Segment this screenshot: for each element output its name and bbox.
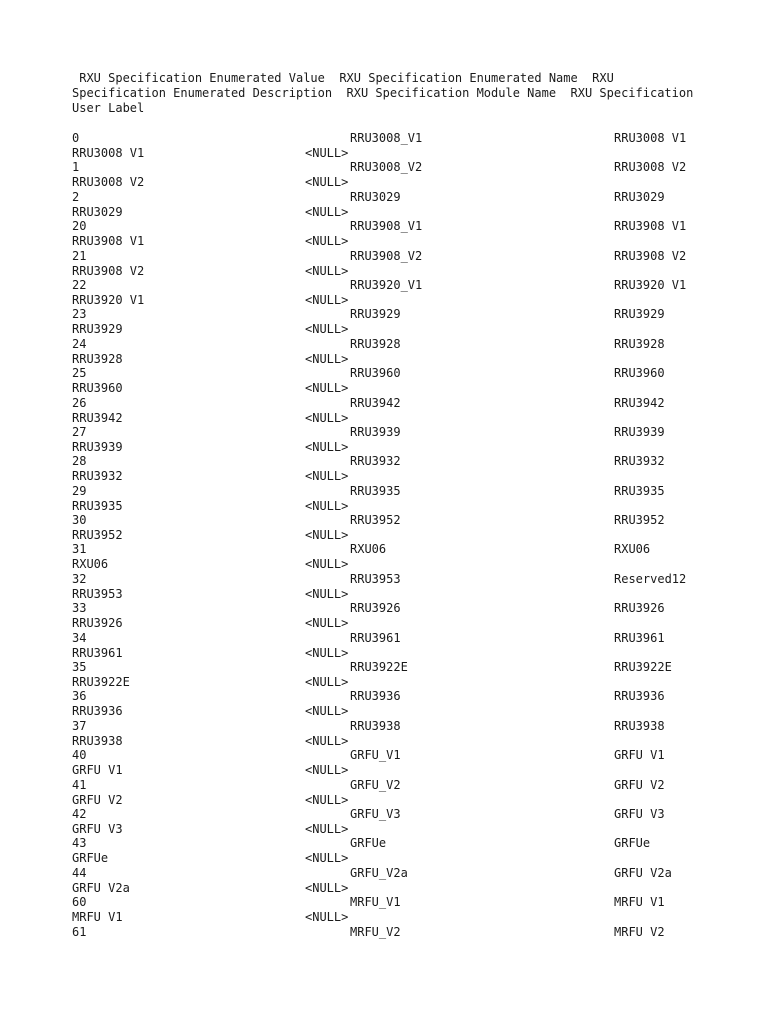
module-name: RRU3029 [72,204,123,219]
user-label: <NULL> [305,351,349,366]
enumerated-name: RXU06 [350,542,387,557]
module-name: RRU3936 [72,704,123,719]
user-label: <NULL> [305,880,349,895]
enumerated-name: GRFU_V2a [350,865,408,880]
enumerated-value: 21 [72,248,87,263]
module-name: RRU3928 [72,351,123,366]
enumerated-description: RRU3926 [614,601,665,616]
enumerated-name: RRU3922E [350,660,408,675]
record-row [0,572,768,601]
enumerated-description: RRU3929 [614,307,665,322]
user-label: <NULL> [305,704,349,719]
enumerated-description: Reserved12 [614,571,687,586]
enumerated-description: GRFUe [614,836,651,851]
enumerated-value: 61 [72,924,87,939]
module-name: RRU3942 [72,410,123,425]
module-name: RRU3926 [72,616,123,631]
enumerated-name: GRFU_V1 [350,748,401,763]
enumerated-value: 33 [72,601,87,616]
user-label: <NULL> [305,263,349,278]
user-label: <NULL> [305,469,349,484]
record-row [0,601,768,630]
record-row [0,925,768,954]
enumerated-name: RRU3942 [350,395,401,410]
enumerated-name: RRU3008_V1 [350,131,423,145]
module-name: RXU06 [72,557,109,572]
enumerated-name: GRFU_V2 [350,777,401,792]
enumerated-value: 34 [72,630,87,645]
enumerated-value: 37 [72,718,87,733]
enumerated-value: 1 [72,160,80,175]
enumerated-name: RRU3929 [350,307,401,322]
enumerated-value: 42 [72,806,87,821]
module-name: GRFUe [72,851,109,866]
enumerated-description: MRFU V1 [614,895,665,910]
enumerated-description: RRU3920 V1 [614,277,687,292]
enumerated-name: RRU3952 [350,513,401,528]
user-label: <NULL> [305,910,349,925]
module-name: RRU3008 V2 [72,175,145,190]
user-label: <NULL> [305,733,349,748]
enumerated-value: 32 [72,571,87,586]
record-row [0,190,768,219]
enumerated-value: 44 [72,865,87,880]
enumerated-value: 60 [72,895,87,910]
module-name: RRU3929 [72,322,123,337]
record-row [0,895,768,924]
enumerated-description: RRU3952 [614,513,665,528]
enumerated-name: RRU3908_V1 [350,219,423,234]
enumerated-value: 29 [72,483,87,498]
record-row [0,719,768,748]
user-label: <NULL> [305,763,349,778]
record-row [0,219,768,248]
record-row [0,249,768,278]
record-row [0,484,768,513]
module-name: MRFU V1 [72,910,123,925]
enumerated-description: RRU3960 [614,366,665,381]
record-row [0,542,768,571]
record-row [0,631,768,660]
user-label: <NULL> [305,381,349,396]
enumerated-name: RRU3928 [350,336,401,351]
enumerated-description: MRFU V2 [614,924,665,939]
module-name: GRFU V3 [72,821,123,836]
record-row [0,454,768,483]
enumerated-description: GRFU V3 [614,806,665,821]
user-label: <NULL> [305,204,349,219]
enumerated-value: 23 [72,307,87,322]
module-name: RRU3908 V1 [72,234,145,249]
module-name: RRU3935 [72,498,123,513]
enumerated-name: GRFUe [350,836,387,851]
enumerated-value: 43 [72,836,87,851]
user-label: <NULL> [305,234,349,249]
module-name: RRU3932 [72,469,123,484]
user-label: <NULL> [305,528,349,543]
enumerated-description: RRU3029 [614,189,665,204]
enumerated-name: RRU3008_V2 [350,160,423,175]
user-label: <NULL> [305,557,349,572]
enumerated-name: RRU3961 [350,630,401,645]
enumerated-description: RRU3961 [614,630,665,645]
enumerated-description: GRFU V2a [614,865,672,880]
user-label: <NULL> [305,410,349,425]
enumerated-description: RXU06 [614,542,651,557]
enumerated-name: RRU3953 [350,571,401,586]
record-row [0,307,768,336]
user-label: <NULL> [305,616,349,631]
user-label: <NULL> [305,586,349,601]
user-label: <NULL> [305,792,349,807]
user-label: <NULL> [305,851,349,866]
enumerated-value: 41 [72,777,87,792]
enumerated-name: RRU3938 [350,718,401,733]
module-name: RRU3922E [72,675,130,690]
enumerated-value: 24 [72,336,87,351]
column-header-text: RXU Specification Enumerated Value RXU Specification Enumerated Name RXU Specification Enumerated Description RXU Specification Module Name RXU Specification User Label [72,71,701,115]
enumerated-description: RRU3942 [614,395,665,410]
record-row [0,836,768,865]
user-label: <NULL> [305,322,349,337]
enumerated-description: GRFU V2 [614,777,665,792]
enumerated-value: 27 [72,424,87,439]
module-name: RRU3920 V1 [72,292,145,307]
enumerated-value: 22 [72,277,87,292]
enumerated-description: RRU3922E [614,660,672,675]
user-label: <NULL> [305,439,349,454]
record-row [0,425,768,454]
enumerated-name: RRU3960 [350,366,401,381]
record-list [0,131,768,954]
enumerated-name: RRU3932 [350,454,401,469]
enumerated-value: 0 [72,131,80,145]
enumerated-value: 30 [72,513,87,528]
record-row [0,778,768,807]
enumerated-name: MRFU_V1 [350,895,401,910]
enumerated-description: RRU3938 [614,718,665,733]
record-row [0,278,768,307]
enumerated-value: 28 [72,454,87,469]
enumerated-value: 25 [72,366,87,381]
module-name: RRU3960 [72,381,123,396]
user-label: <NULL> [305,292,349,307]
record-row [0,866,768,895]
user-label: <NULL> [305,146,349,160]
enumerated-name: RRU3908_V2 [350,248,423,263]
enumerated-name: RRU3926 [350,601,401,616]
enumerated-name: RRU3935 [350,483,401,498]
module-name: GRFU V2 [72,792,123,807]
enumerated-description: RRU3908 V1 [614,219,687,234]
module-name: RRU3953 [72,586,123,601]
record-row [0,748,768,777]
enumerated-value: 31 [72,542,87,557]
record-row [0,131,768,160]
module-name: RRU3961 [72,645,123,660]
module-name: RRU3938 [72,733,123,748]
enumerated-name: RRU3939 [350,424,401,439]
module-name: RRU3908 V2 [72,263,145,278]
enumerated-name: RRU3936 [350,689,401,704]
enumerated-name: RRU3920_V1 [350,277,423,292]
enumerated-description: RRU3008 V2 [614,160,687,175]
user-label: <NULL> [305,821,349,836]
module-name: RRU3008 V1 [72,146,145,160]
user-label: <NULL> [305,645,349,660]
record-row [0,807,768,836]
module-name: RRU3952 [72,528,123,543]
record-row [0,689,768,718]
enumerated-value: 20 [72,219,87,234]
record-row [0,160,768,189]
enumerated-name: MRFU_V2 [350,924,401,939]
enumerated-description: RRU3932 [614,454,665,469]
module-name: GRFU V2a [72,880,130,895]
record-row [0,396,768,425]
enumerated-name: RRU3029 [350,189,401,204]
enumerated-description: RRU3936 [614,689,665,704]
user-label: <NULL> [305,175,349,190]
module-name: RRU3939 [72,439,123,454]
enumerated-description: RRU3935 [614,483,665,498]
enumerated-description: GRFU V1 [614,748,665,763]
enumerated-value: 40 [72,748,87,763]
module-name: GRFU V1 [72,763,123,778]
enumerated-description: RRU3928 [614,336,665,351]
record-row [0,366,768,395]
enumerated-value: 2 [72,189,80,204]
enumerated-value: 35 [72,660,87,675]
enumerated-description: RRU3008 V1 [614,131,687,145]
user-label: <NULL> [305,498,349,513]
record-row [0,337,768,366]
enumerated-value: 36 [72,689,87,704]
enumerated-description: RRU3908 V2 [614,248,687,263]
record-row [0,660,768,689]
user-label: <NULL> [305,675,349,690]
record-row [0,513,768,542]
enumerated-value: 26 [72,395,87,410]
enumerated-name: GRFU_V3 [350,806,401,821]
enumerated-description: RRU3939 [614,424,665,439]
